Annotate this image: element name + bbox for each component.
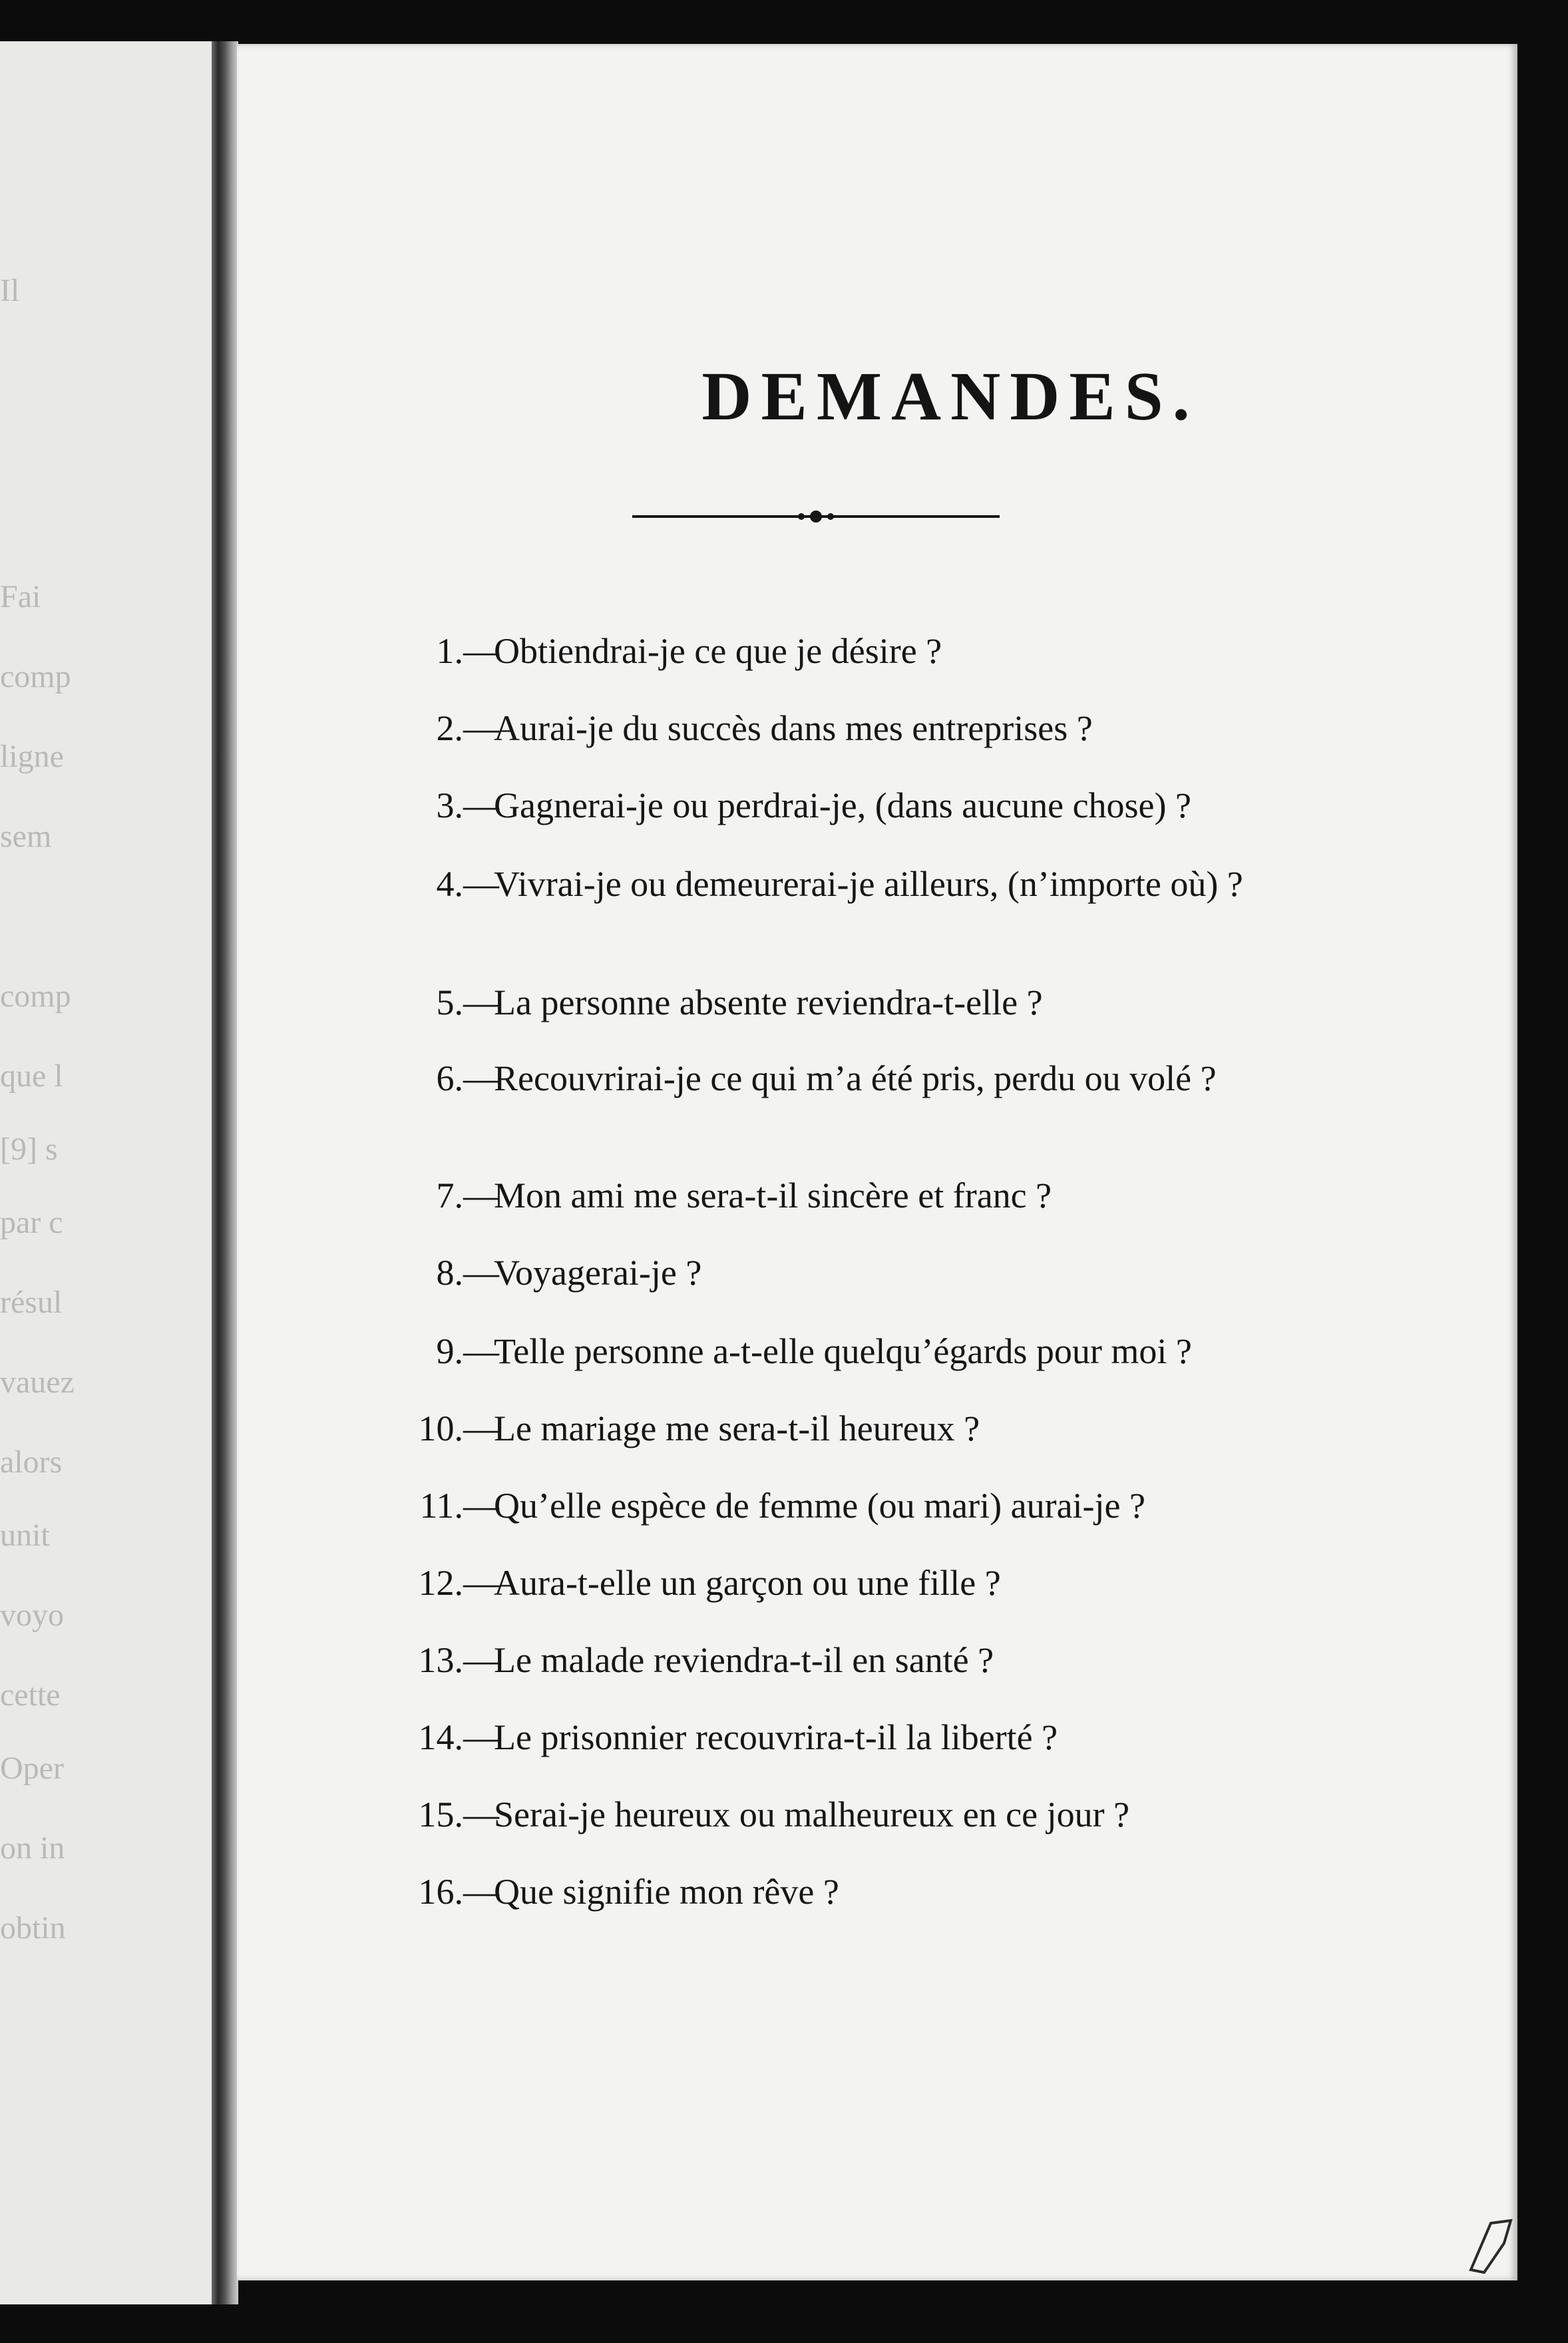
- facing-fragment: que l: [0, 1058, 63, 1094]
- question-number: 8.: [436, 1253, 463, 1293]
- question-text: Mon ami me sera-t-il sincère et franc ?: [494, 1175, 1052, 1215]
- facing-fragment: Oper: [0, 1751, 64, 1786]
- question-number: 12.: [418, 1563, 463, 1603]
- question-text: Le mariage me sera-t-il heureux ?: [494, 1408, 980, 1448]
- question-text: Obtiendrai-je ce que je désire ?: [494, 631, 942, 671]
- facing-fragment: résul: [0, 1285, 63, 1320]
- question-dash: —: [463, 1563, 499, 1603]
- question-number: 6.: [436, 1058, 463, 1098]
- question-text: Qu’elle espèce de femme (ou mari) aurai-je ?: [494, 1486, 1145, 1526]
- facing-fragment: Il: [0, 273, 20, 308]
- question-text: Aurai-je du succès dans mes entreprises ?: [494, 708, 1093, 748]
- question-number: 2.: [436, 708, 463, 748]
- question-number: 5.: [436, 982, 463, 1022]
- facing-page-edge: [0, 41, 226, 2304]
- question-dash: —: [463, 1872, 499, 1912]
- question-dash: —: [463, 1408, 499, 1448]
- question-number: 1.: [436, 631, 463, 671]
- question-text: Que signifie mon rêve ?: [494, 1872, 839, 1912]
- facing-fragment: [9] s: [0, 1132, 58, 1167]
- question-dash: —: [463, 1640, 499, 1680]
- facing-fragment: par c: [0, 1205, 63, 1240]
- question-dash: —: [463, 1253, 499, 1293]
- question-number: 11.: [419, 1486, 463, 1526]
- question-list: [330, 630, 1501, 2027]
- page-corner-tear: [1464, 2217, 1517, 2276]
- question-number: 3.: [436, 785, 463, 825]
- facing-fragment: alors: [0, 1444, 63, 1480]
- question-text: Recouvrirai-je ce qui m’a été pris, perdu ou volé ?: [494, 1058, 1217, 1098]
- question-text: Voyagerai-je ?: [494, 1253, 702, 1293]
- book-gutter: [212, 41, 238, 2304]
- question-dash: —: [463, 1486, 499, 1526]
- question-dash: —: [463, 1058, 499, 1098]
- question-number: 10.: [418, 1408, 463, 1448]
- question-dash: —: [463, 631, 499, 671]
- facing-fragment: ligne: [0, 739, 64, 774]
- question-dash: —: [463, 1795, 499, 1834]
- question-text: Le malade reviendra-t-il en santé ?: [494, 1640, 994, 1680]
- facing-fragment: voyo: [0, 1598, 64, 1633]
- facing-fragment: Fai: [0, 579, 41, 614]
- facing-fragment: sem: [0, 819, 52, 854]
- facing-fragment: on in: [0, 1830, 65, 1866]
- question-dash: —: [463, 1331, 499, 1371]
- question-number: 7.: [436, 1175, 463, 1215]
- question-number: 14.: [418, 1717, 463, 1757]
- question-text: Aura-t-elle un garçon ou une fille ?: [494, 1563, 1001, 1603]
- question-dash: —: [463, 982, 499, 1022]
- question-number: 9.: [436, 1331, 463, 1371]
- question-number: 13.: [418, 1640, 463, 1680]
- question-dash: —: [463, 708, 499, 748]
- facing-fragment: comp: [0, 659, 71, 694]
- question-text: Vivrai-je ou demeurerai-je ailleurs, (n’importe où) ?: [494, 864, 1243, 904]
- ornamental-rule: [630, 505, 1002, 529]
- question-number: 15.: [418, 1795, 463, 1834]
- question-text: Le prisonnier recouvrira-t-il la liberté ?: [494, 1717, 1058, 1757]
- page-title: DEMANDES.: [701, 358, 1199, 435]
- facing-fragment: vauez: [0, 1365, 75, 1400]
- facing-fragment: obtin: [0, 1910, 66, 1946]
- facing-fragment: unit: [0, 1518, 50, 1553]
- question-number: 4.: [436, 864, 463, 904]
- facing-fragment: comp: [0, 978, 71, 1014]
- question-dash: —: [463, 785, 499, 825]
- question-text: La personne absente reviendra-t-elle ?: [494, 982, 1043, 1022]
- question-dash: —: [463, 1717, 499, 1757]
- facing-fragment: cette: [0, 1677, 61, 1713]
- question-text: Gagnerai-je ou perdrai-je, (dans aucune chose) ?: [494, 785, 1191, 825]
- book-page: [237, 44, 1517, 2280]
- question-dash: —: [463, 1175, 499, 1215]
- question-dash: —: [463, 864, 499, 904]
- question-text: Serai-je heureux ou malheureux en ce jour ?: [494, 1795, 1130, 1834]
- question-text: Telle personne a-t-elle quelqu’égards pour moi ?: [494, 1331, 1192, 1371]
- question-number: 16.: [418, 1872, 463, 1912]
